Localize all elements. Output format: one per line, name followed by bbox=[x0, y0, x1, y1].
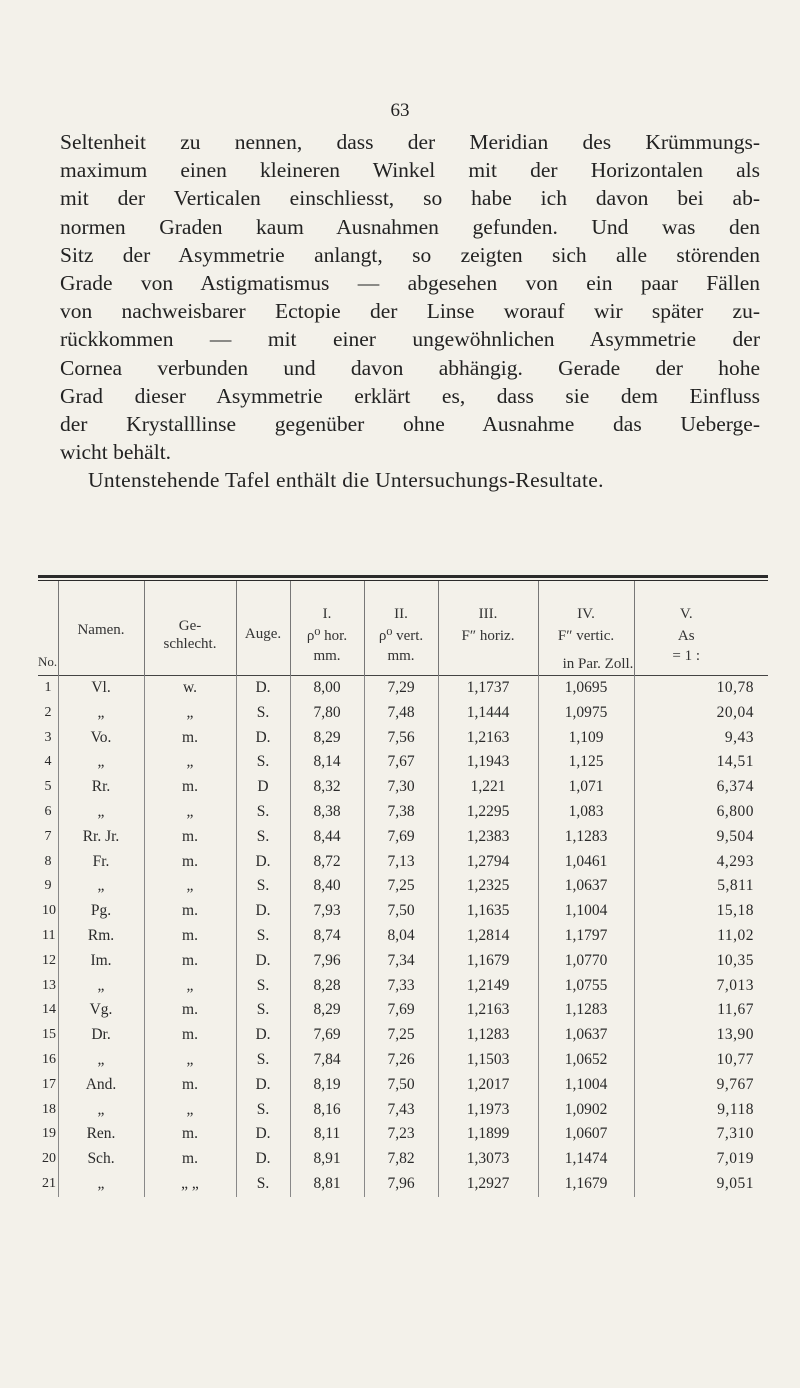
cell-name: Fr. bbox=[58, 850, 144, 875]
cell-no: 21 bbox=[42, 1175, 56, 1191]
cell-sex: m. bbox=[144, 1073, 236, 1098]
cell-f-horiz: 1,2814 bbox=[438, 924, 538, 949]
cell-f-vertic: 1,083 bbox=[538, 800, 634, 825]
table-row bbox=[38, 1147, 768, 1172]
cell-eye: S. bbox=[236, 750, 290, 775]
cell-sex: m. bbox=[144, 924, 236, 949]
cell-eye: S. bbox=[236, 1048, 290, 1073]
cell-f-vertic: 1,0637 bbox=[538, 1023, 634, 1048]
cell-rho-hor: 8,44 bbox=[290, 825, 364, 850]
cell-name: Rr. Jr. bbox=[58, 825, 144, 850]
text-line: von nachweisbarer Ectopie der Linse worauf wir später zu- bbox=[60, 299, 760, 324]
cell-f-horiz: 1,1503 bbox=[438, 1048, 538, 1073]
cell-f-vertic: 1,109 bbox=[538, 726, 634, 751]
table-row bbox=[38, 949, 768, 974]
cell-f-vertic: 1,1004 bbox=[538, 899, 634, 924]
table-row bbox=[38, 874, 768, 899]
header-i bbox=[290, 581, 364, 676]
header-ii-number: II. bbox=[394, 606, 408, 622]
cell-f-horiz: 1,2017 bbox=[438, 1073, 538, 1098]
header-iii-label: F″ horiz. bbox=[461, 628, 515, 644]
cell-rho-vert: 7,25 bbox=[364, 1023, 438, 1048]
cell-eye: S. bbox=[236, 974, 290, 999]
cell-sex: m. bbox=[144, 899, 236, 924]
cell-no: 19 bbox=[42, 1126, 56, 1142]
cell-f-vertic: 1,0637 bbox=[538, 874, 634, 899]
cell-rho-hor: 8,72 bbox=[290, 850, 364, 875]
cell-rho-vert: 7,48 bbox=[364, 701, 438, 726]
cell-eye: D. bbox=[236, 1122, 290, 1147]
text-line: Seltenheit zu nennen, dass der Meridian des Krümmungs- bbox=[60, 130, 760, 154]
cell-no: 9 bbox=[44, 878, 52, 894]
cell-rho-hor: 8,19 bbox=[290, 1073, 364, 1098]
cell-rho-hor: 8,11 bbox=[290, 1122, 364, 1147]
cell-name: Vg. bbox=[58, 998, 144, 1023]
table-row bbox=[38, 998, 768, 1023]
cell-no: 4 bbox=[44, 754, 52, 770]
cell-as-ratio: 10,35 bbox=[634, 949, 768, 974]
cell-eye: D. bbox=[236, 850, 290, 875]
cell-f-horiz: 1,1635 bbox=[438, 899, 538, 924]
cell-f-horiz: 1,2295 bbox=[438, 800, 538, 825]
cell-f-vertic: 1,1004 bbox=[538, 1073, 634, 1098]
cell-f-horiz: 1,2163 bbox=[438, 998, 538, 1023]
cell-rho-hor: 8,29 bbox=[290, 726, 364, 751]
header-v bbox=[634, 581, 768, 676]
cell-rho-vert: 7,69 bbox=[364, 825, 438, 850]
cell-rho-vert: 7,30 bbox=[364, 775, 438, 800]
cell-sex: m. bbox=[144, 998, 236, 1023]
cell-eye: S. bbox=[236, 874, 290, 899]
cell-rho-vert: 7,69 bbox=[364, 998, 438, 1023]
cell-rho-vert: 7,96 bbox=[364, 1172, 438, 1197]
text-line: normen Graden kaum Ausnahmen gefunden. Und was den bbox=[60, 214, 760, 239]
cell-sex: m. bbox=[144, 1122, 236, 1147]
cell-eye: D. bbox=[236, 899, 290, 924]
cell-as-ratio: 9,118 bbox=[634, 1098, 768, 1123]
cell-eye: D bbox=[236, 775, 290, 800]
cell-f-vertic: 1,1283 bbox=[538, 825, 634, 850]
table-row bbox=[38, 825, 768, 850]
text-line: Sitz der Asymmetrie anlangt, so zeigten sich alle störenden bbox=[60, 242, 760, 267]
cell-no: 5 bbox=[44, 779, 52, 795]
cell-f-vertic: 1,0755 bbox=[538, 974, 634, 999]
cell-eye: S. bbox=[236, 924, 290, 949]
cell-sex: „ „ bbox=[144, 1172, 236, 1197]
cell-f-vertic: 1,1679 bbox=[538, 1172, 634, 1197]
cell-rho-vert: 7,56 bbox=[364, 726, 438, 751]
cell-eye: D. bbox=[236, 726, 290, 751]
cell-as-ratio: 7,310 bbox=[634, 1122, 768, 1147]
table-row bbox=[38, 726, 768, 751]
body-paragraph bbox=[60, 128, 760, 494]
table-row bbox=[38, 899, 768, 924]
table-caption: Untenstehende Tafel enthält die Untersuchungs-Resultate. bbox=[88, 468, 604, 493]
header-ii-unit: mm. bbox=[387, 648, 415, 664]
cell-rho-vert: 7,34 bbox=[364, 949, 438, 974]
cell-name: Pg. bbox=[58, 899, 144, 924]
header-ii-label: ρ⁰ vert. bbox=[378, 628, 424, 644]
cell-f-horiz: 1,1444 bbox=[438, 701, 538, 726]
cell-as-ratio: 20,04 bbox=[634, 701, 768, 726]
cell-no: 12 bbox=[42, 952, 56, 968]
cell-no: 20 bbox=[42, 1151, 56, 1167]
header-geschlecht-line1: Ge- bbox=[178, 618, 202, 634]
cell-sex: „ bbox=[144, 1098, 236, 1123]
cell-sex: „ bbox=[144, 974, 236, 999]
header-ii bbox=[364, 581, 438, 676]
header-v-ratio: = 1 : bbox=[672, 648, 701, 664]
text-line: mit der Verticalen einschliesst, so habe ich davon bei ab- bbox=[60, 186, 760, 211]
cell-rho-vert: 7,26 bbox=[364, 1048, 438, 1073]
header-geschlecht bbox=[144, 581, 236, 676]
cell-rho-vert: 7,29 bbox=[364, 676, 438, 701]
cell-no: 6 bbox=[44, 803, 52, 819]
cell-as-ratio: 7,019 bbox=[634, 1147, 768, 1172]
cell-name: „ bbox=[58, 701, 144, 726]
cell-name: „ bbox=[58, 1172, 144, 1197]
table-body bbox=[38, 676, 768, 1197]
cell-rho-hor: 7,69 bbox=[290, 1023, 364, 1048]
cell-f-horiz: 1,1973 bbox=[438, 1098, 538, 1123]
cell-f-vertic: 1,0652 bbox=[538, 1048, 634, 1073]
cell-as-ratio: 6,374 bbox=[634, 775, 768, 800]
table-row bbox=[38, 676, 768, 701]
cell-f-horiz: 1,1899 bbox=[438, 1122, 538, 1147]
cell-as-ratio: 15,18 bbox=[634, 899, 768, 924]
header-i-number: I. bbox=[322, 606, 332, 622]
cell-as-ratio: 6,800 bbox=[634, 800, 768, 825]
cell-f-vertic: 1,0461 bbox=[538, 850, 634, 875]
cell-sex: m. bbox=[144, 825, 236, 850]
cell-f-horiz: 1,1737 bbox=[438, 676, 538, 701]
table-row bbox=[38, 850, 768, 875]
page-number: 63 bbox=[390, 100, 410, 121]
header-iii-iv-unit: in Par. Zoll. bbox=[562, 656, 634, 672]
cell-name: „ bbox=[58, 800, 144, 825]
cell-eye: S. bbox=[236, 800, 290, 825]
table-row bbox=[38, 974, 768, 999]
cell-as-ratio: 9,767 bbox=[634, 1073, 768, 1098]
cell-f-horiz: 1,1283 bbox=[438, 1023, 538, 1048]
cell-rho-vert: 7,13 bbox=[364, 850, 438, 875]
text-line: der Krystalllinse gegenüber ohne Ausnahme das Ueberge- bbox=[60, 411, 760, 436]
table-row bbox=[38, 1172, 768, 1197]
cell-rho-hor: 8,74 bbox=[290, 924, 364, 949]
header-iii-number: III. bbox=[478, 606, 498, 622]
cell-rho-hor: 7,96 bbox=[290, 949, 364, 974]
cell-as-ratio: 5,811 bbox=[634, 874, 768, 899]
cell-f-horiz: 1,2163 bbox=[438, 726, 538, 751]
cell-no: 17 bbox=[42, 1076, 56, 1092]
cell-rho-hor: 8,16 bbox=[290, 1098, 364, 1123]
header-v-number: V. bbox=[679, 606, 693, 622]
cell-no: 15 bbox=[42, 1027, 56, 1043]
cell-no: 8 bbox=[44, 853, 52, 869]
cell-eye: D. bbox=[236, 676, 290, 701]
cell-name: Rr. bbox=[58, 775, 144, 800]
cell-f-vertic: 1,0695 bbox=[538, 676, 634, 701]
cell-as-ratio: 9,504 bbox=[634, 825, 768, 850]
cell-no: 13 bbox=[42, 977, 56, 993]
cell-f-horiz: 1,1943 bbox=[438, 750, 538, 775]
cell-f-horiz: 1,3073 bbox=[438, 1147, 538, 1172]
cell-f-vertic: 1,0975 bbox=[538, 701, 634, 726]
cell-eye: D. bbox=[236, 1073, 290, 1098]
cell-no: 2 bbox=[44, 704, 52, 720]
table-row bbox=[38, 924, 768, 949]
cell-rho-vert: 7,82 bbox=[364, 1147, 438, 1172]
header-i-unit: mm. bbox=[313, 648, 341, 664]
cell-as-ratio: 14,51 bbox=[634, 750, 768, 775]
cell-rho-hor: 8,40 bbox=[290, 874, 364, 899]
cell-sex: „ bbox=[144, 874, 236, 899]
cell-f-horiz: 1,2149 bbox=[438, 974, 538, 999]
cell-sex: „ bbox=[144, 750, 236, 775]
table-row bbox=[38, 1098, 768, 1123]
cell-name: Sch. bbox=[58, 1147, 144, 1172]
cell-rho-hor: 7,93 bbox=[290, 899, 364, 924]
cell-name: „ bbox=[58, 750, 144, 775]
table-top-rule bbox=[38, 575, 768, 578]
text-line: rückkommen — mit einer ungewöhnlichen Asymmetrie der bbox=[60, 327, 760, 352]
cell-as-ratio: 10,78 bbox=[634, 676, 768, 701]
cell-f-horiz: 1,2325 bbox=[438, 874, 538, 899]
text-line: Grade von Astigmatismus — abgesehen von ein paar Fällen bbox=[60, 270, 760, 295]
results-table bbox=[38, 581, 768, 1197]
cell-rho-hor: 7,84 bbox=[290, 1048, 364, 1073]
text-line: Cornea verbunden und davon abhängig. Gerade der hohe bbox=[60, 355, 760, 380]
cell-no: 16 bbox=[42, 1051, 56, 1067]
cell-rho-vert: 7,43 bbox=[364, 1098, 438, 1123]
header-auge-label: Auge. bbox=[244, 626, 282, 642]
header-i-label: ρ⁰ hor. bbox=[306, 628, 348, 644]
table-header-row bbox=[38, 581, 768, 676]
cell-f-vertic: 1,1474 bbox=[538, 1147, 634, 1172]
cell-as-ratio: 11,02 bbox=[634, 924, 768, 949]
table-row bbox=[38, 1048, 768, 1073]
cell-name: „ bbox=[58, 1098, 144, 1123]
cell-f-vertic: 1,0902 bbox=[538, 1098, 634, 1123]
cell-sex: „ bbox=[144, 1048, 236, 1073]
cell-sex: m. bbox=[144, 850, 236, 875]
cell-name: Vo. bbox=[58, 726, 144, 751]
table-row bbox=[38, 800, 768, 825]
cell-f-horiz: 1,2794 bbox=[438, 850, 538, 875]
cell-rho-hor: 8,28 bbox=[290, 974, 364, 999]
table-row bbox=[38, 1073, 768, 1098]
header-iv-label: F″ vertic. bbox=[557, 628, 615, 644]
cell-eye: S. bbox=[236, 1098, 290, 1123]
cell-f-vertic: 1,0770 bbox=[538, 949, 634, 974]
cell-sex: „ bbox=[144, 800, 236, 825]
cell-sex: m. bbox=[144, 775, 236, 800]
cell-rho-vert: 7,38 bbox=[364, 800, 438, 825]
text-line: Grad dieser Asymmetrie erklärt es, dass sie dem Einfluss bbox=[60, 383, 760, 408]
cell-eye: S. bbox=[236, 1172, 290, 1197]
cell-rho-vert: 7,50 bbox=[364, 899, 438, 924]
cell-f-vertic: 1,1283 bbox=[538, 998, 634, 1023]
header-no-label: No. bbox=[38, 654, 58, 669]
cell-name: Vl. bbox=[58, 676, 144, 701]
cell-rho-vert: 7,67 bbox=[364, 750, 438, 775]
header-namen bbox=[58, 581, 144, 676]
cell-sex: „ bbox=[144, 701, 236, 726]
cell-rho-hor: 8,29 bbox=[290, 998, 364, 1023]
cell-f-horiz: 1,2927 bbox=[438, 1172, 538, 1197]
cell-f-horiz: 1,221 bbox=[438, 775, 538, 800]
cell-eye: S. bbox=[236, 998, 290, 1023]
cell-rho-hor: 8,14 bbox=[290, 750, 364, 775]
cell-no: 7 bbox=[44, 828, 52, 844]
cell-eye: S. bbox=[236, 825, 290, 850]
cell-rho-hor: 8,81 bbox=[290, 1172, 364, 1197]
cell-name: „ bbox=[58, 974, 144, 999]
cell-f-vertic: 1,071 bbox=[538, 775, 634, 800]
cell-sex: w. bbox=[144, 676, 236, 701]
table-row bbox=[38, 1122, 768, 1147]
header-geschlecht-line2: schlecht. bbox=[163, 636, 217, 652]
header-v-label: As bbox=[677, 628, 695, 644]
cell-eye: D. bbox=[236, 1147, 290, 1172]
cell-as-ratio: 4,293 bbox=[634, 850, 768, 875]
table-row bbox=[38, 775, 768, 800]
cell-as-ratio: 7,013 bbox=[634, 974, 768, 999]
cell-no: 3 bbox=[44, 729, 52, 745]
cell-rho-vert: 7,25 bbox=[364, 874, 438, 899]
cell-sex: m. bbox=[144, 1023, 236, 1048]
cell-eye: S. bbox=[236, 701, 290, 726]
table-row bbox=[38, 1023, 768, 1048]
header-iv-number: IV. bbox=[577, 606, 595, 622]
cell-no: 11 bbox=[42, 927, 56, 943]
cell-name: Ren. bbox=[58, 1122, 144, 1147]
cell-sex: m. bbox=[144, 1147, 236, 1172]
cell-name: And. bbox=[58, 1073, 144, 1098]
cell-name: „ bbox=[58, 874, 144, 899]
cell-as-ratio: 10,77 bbox=[634, 1048, 768, 1073]
cell-f-vertic: 1,125 bbox=[538, 750, 634, 775]
cell-rho-hor: 8,00 bbox=[290, 676, 364, 701]
cell-f-vertic: 1,0607 bbox=[538, 1122, 634, 1147]
header-auge bbox=[236, 581, 290, 676]
cell-name: Rm. bbox=[58, 924, 144, 949]
cell-rho-hor: 8,38 bbox=[290, 800, 364, 825]
cell-sex: m. bbox=[144, 726, 236, 751]
cell-no: 18 bbox=[42, 1101, 56, 1117]
cell-f-horiz: 1,2383 bbox=[438, 825, 538, 850]
cell-eye: D. bbox=[236, 949, 290, 974]
cell-rho-vert: 7,33 bbox=[364, 974, 438, 999]
text-line: maximum einen kleineren Winkel mit der Horizontalen als bbox=[60, 158, 760, 183]
text-line: wicht behält. bbox=[60, 440, 172, 465]
results-table-container bbox=[38, 575, 768, 1197]
header-no bbox=[38, 581, 58, 676]
cell-as-ratio: 11,67 bbox=[634, 998, 768, 1023]
cell-no: 1 bbox=[38, 676, 58, 701]
cell-rho-hor: 8,32 bbox=[290, 775, 364, 800]
cell-f-horiz: 1,1679 bbox=[438, 949, 538, 974]
cell-rho-vert: 7,23 bbox=[364, 1122, 438, 1147]
cell-f-vertic: 1,1797 bbox=[538, 924, 634, 949]
table-row bbox=[38, 701, 768, 726]
cell-rho-hor: 8,91 bbox=[290, 1147, 364, 1172]
cell-rho-vert: 8,04 bbox=[364, 924, 438, 949]
cell-name: „ bbox=[58, 1048, 144, 1073]
cell-no: 14 bbox=[42, 1002, 56, 1018]
cell-sex: m. bbox=[144, 949, 236, 974]
cell-eye: D. bbox=[236, 1023, 290, 1048]
cell-rho-vert: 7,50 bbox=[364, 1073, 438, 1098]
table-row bbox=[38, 750, 768, 775]
cell-as-ratio: 9,051 bbox=[634, 1172, 768, 1197]
cell-rho-hor: 7,80 bbox=[290, 701, 364, 726]
cell-no: 10 bbox=[42, 903, 56, 919]
cell-name: Dr. bbox=[58, 1023, 144, 1048]
cell-as-ratio: 9,43 bbox=[634, 726, 768, 751]
header-namen-label: Namen. bbox=[77, 622, 125, 638]
cell-name: Im. bbox=[58, 949, 144, 974]
cell-as-ratio: 13,90 bbox=[634, 1023, 768, 1048]
